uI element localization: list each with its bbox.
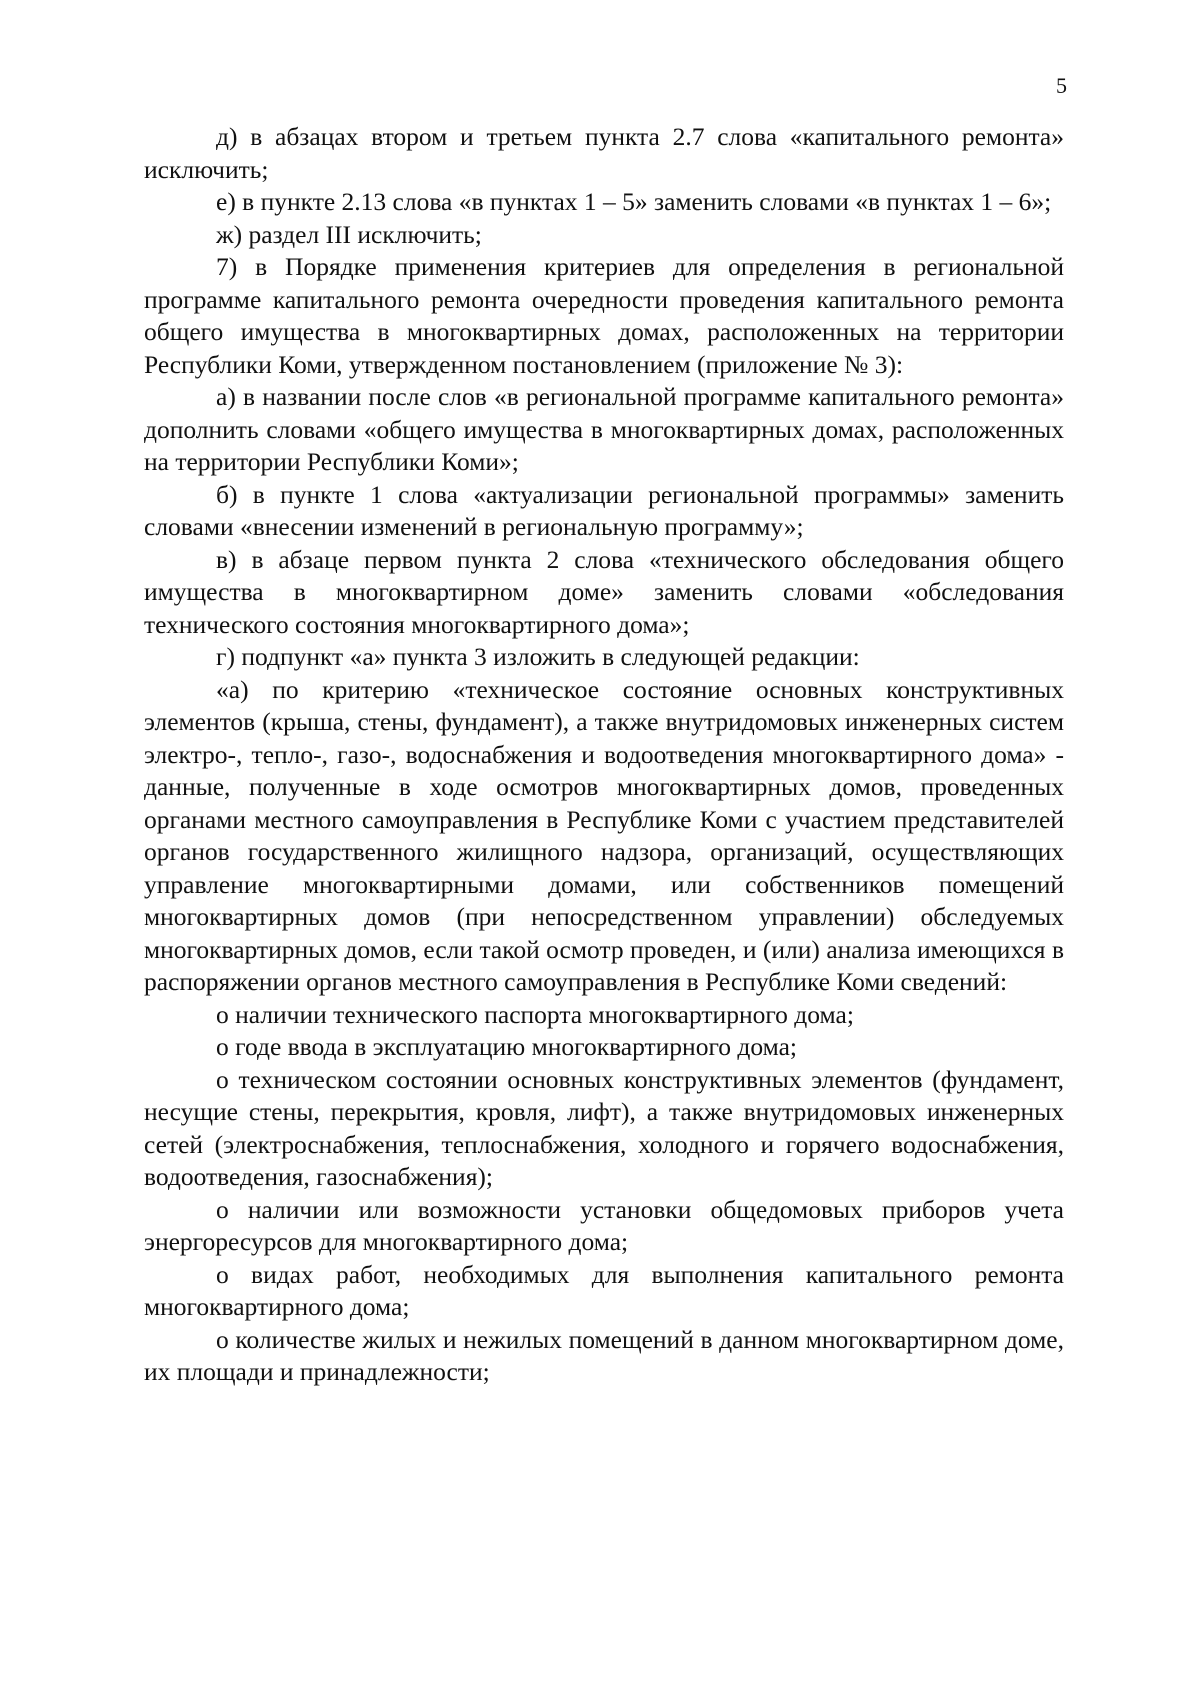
paragraph-e: е) в пункте 2.13 слова «в пунктах 1 – 5» заменить словами «в пунктах 1 – 6»; <box>216 187 1052 216</box>
paragraph-7: 7) в Порядке применения критериев для определения в региональной программе капитального ремонта очередности проведения капитального ремонта общего имущества в многоквартирных домах, расположенных на территории Республики Коми, утвержденном постановлением (приложение № 3): <box>144 252 1064 379</box>
quoted-subparagraph-a: «а) по критерию «техническое состояние основных конструктивных элементов (крыша, стены, фундамент), а также внутридомовых инженерных систем электро-, тепло-, газо-, водоснабжения и водоотведения многоквартирного дома» - данные, полученные в ходе осмотров многоквартирных домов, проведенных органами местного самоуправления в Республике Коми с участием представителей органов государственного жилищного надзора, организаций, осуществляющих управление многоквартирными домами, или собственников помещений многоквартирных домов (при непосредственном управлении) обследуемых многоквартирных домов, если такой осмотр проведен, и (или) анализа имеющихся в распоряжении органов местного самоуправления в Республике Коми сведений: <box>144 674 1064 996</box>
paragraph-d: д) в абзацах втором и третьем пункта 2.7 слова «капитального ремонта» исключить; <box>144 122 1064 184</box>
paragraph-g: г) подпункт «а» пункта 3 изложить в следующей редакции: <box>216 642 860 671</box>
list-item-meters: о наличии или возможности установки общедомовых приборов учета энергоресурсов для многоквартирного дома; <box>144 1194 1064 1256</box>
list-item-premises-count: о количестве жилых и нежилых помещений в данном многоквартирном доме, их площади и принадлежности; <box>144 1324 1064 1386</box>
list-item-technical-passport: о наличии технического паспорта многоквартирного дома; <box>216 999 854 1029</box>
paragraph-b: б) в пункте 1 слова «актуализации региональной программы» заменить словами «внесении изменений в региональную программу»; <box>144 479 1064 541</box>
document-body <box>144 121 1064 1389</box>
paragraph-v: в) в абзаце первом пункта 2 слова «технического обследования общего имущества в многоквартирном доме» заменить словами «обследования технического состояния многоквартирного дома»; <box>144 544 1064 639</box>
paragraph-a: а) в названии после слов «в региональной программе капитального ремонта» дополнить словами «общего имущества в многоквартирных домах, расположенных на территории Республики Коми»; <box>144 382 1064 476</box>
list-item-commissioning-year: о годе ввода в эксплуатацию многоквартирного дома; <box>216 1032 798 1061</box>
list-item-work-types: о видах работ, необходимых для выполнения капитального ремонта многоквартирного дома; <box>144 1259 1064 1321</box>
list-item-technical-condition: о техническом состоянии основных конструктивных элементов (фундамент, несущие стены, перекрытия, кровля, лифт), а также внутридомовых инженерных сетей (электроснабжения, теплоснабжения, холодного и горячего водоснабжения, водоотведения, газоснабжения); <box>144 1064 1064 1191</box>
paragraph-zh: ж) раздел III исключить; <box>216 219 482 249</box>
page-number: 5 <box>1056 73 1067 98</box>
